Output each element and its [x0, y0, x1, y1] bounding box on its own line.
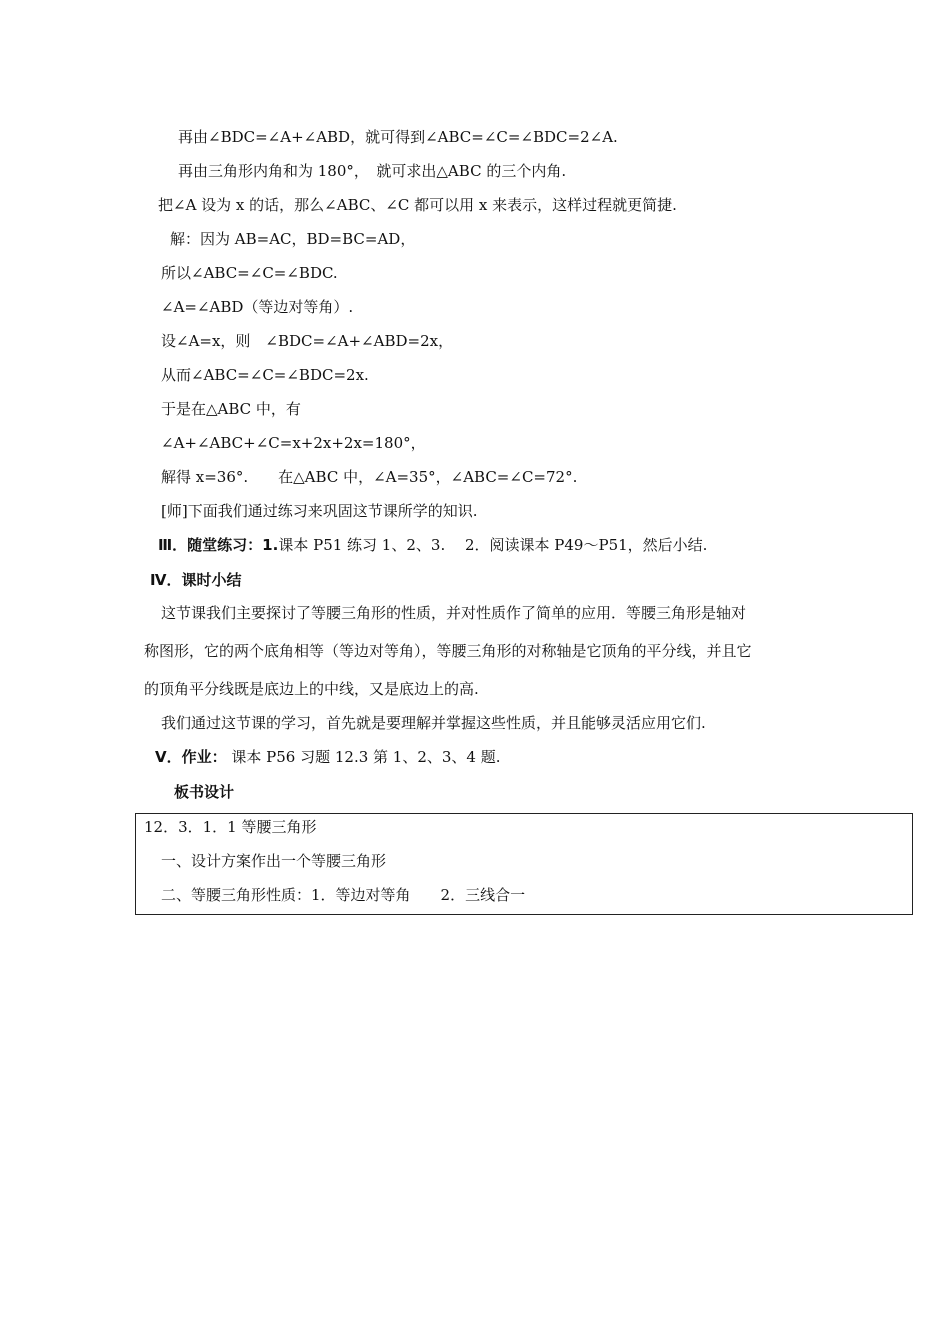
summary-heading: Ⅳ．课时小结	[150, 571, 242, 589]
text-line-2: 再由三角形内角和为 180°， 就可求出△ABC 的三个内角.	[178, 162, 567, 180]
board-design-box	[135, 813, 913, 915]
text-line-5: 所以∠ABC=∠C=∠BDC.	[161, 264, 338, 282]
text-line-8: 从而∠ABC=∠C=∠BDC=2x.	[161, 366, 369, 384]
board-item-2: 二、等腰三角形性质：1．等边对等角 2．三线合一	[161, 886, 526, 904]
solution-start: 解：因为 AB=AC，BD=BC=AD，	[170, 230, 416, 248]
practice-line	[158, 535, 707, 555]
practice-text: 课本 P51 练习 1、2、3. 2．阅读课本 P49～P51，然后小结.	[278, 536, 708, 554]
summary-para1-line3: 的顶角平分线既是底边上的中线，又是底边上的高.	[144, 680, 479, 698]
text-line-3: 把∠A 设为 x 的话，那么∠ABC、∠C 都可以用 x 来表示，这样过程就更简捷.	[158, 196, 677, 214]
text-line-11: 解得 x=36°. 在△ABC 中，∠A=35°，∠ABC=∠C=72°.	[161, 468, 578, 486]
board-title: 12．3．1．1 等腰三角形	[144, 818, 317, 836]
text-line-10: ∠A+∠ABC+∠C=x+2x+2x=180°，	[161, 434, 426, 452]
board-heading: 板书设计	[174, 783, 235, 801]
homework-line	[155, 747, 501, 767]
homework-text: 课本 P56 习题 12.3 第 1、2、3、4 题.	[226, 748, 501, 766]
text-line-7: 设∠A=x，则 ∠BDC=∠A+∠ABD=2x，	[161, 332, 454, 350]
text-line-9: 于是在△ABC 中，有	[161, 400, 301, 418]
text-line-12: [师]下面我们通过练习来巩固这节课所学的知识.	[161, 502, 478, 520]
summary-para1-line2: 称图形，它的两个底角相等（等边对等角），等腰三角形的对称轴是它顶角的平分线，并且它	[144, 642, 752, 660]
summary-para2: 我们通过这节课的学习，首先就是要理解并掌握这些性质，并且能够灵活应用它们.	[161, 714, 706, 732]
practice-heading: Ⅲ．随堂练习：1.	[158, 536, 279, 554]
homework-heading: Ⅴ．作业：	[155, 748, 227, 766]
summary-para1-line1: 这节课我们主要探讨了等腰三角形的性质，并对性质作了简单的应用．等腰三角形是轴对	[161, 604, 747, 622]
text-line-6: ∠A=∠ABD（等边对等角）.	[161, 298, 354, 316]
board-item-1: 一、设计方案作出一个等腰三角形	[161, 852, 387, 870]
text-line-1: 再由∠BDC=∠A+∠ABD，就可得到∠ABC=∠C=∠BDC=2∠A.	[178, 128, 618, 146]
